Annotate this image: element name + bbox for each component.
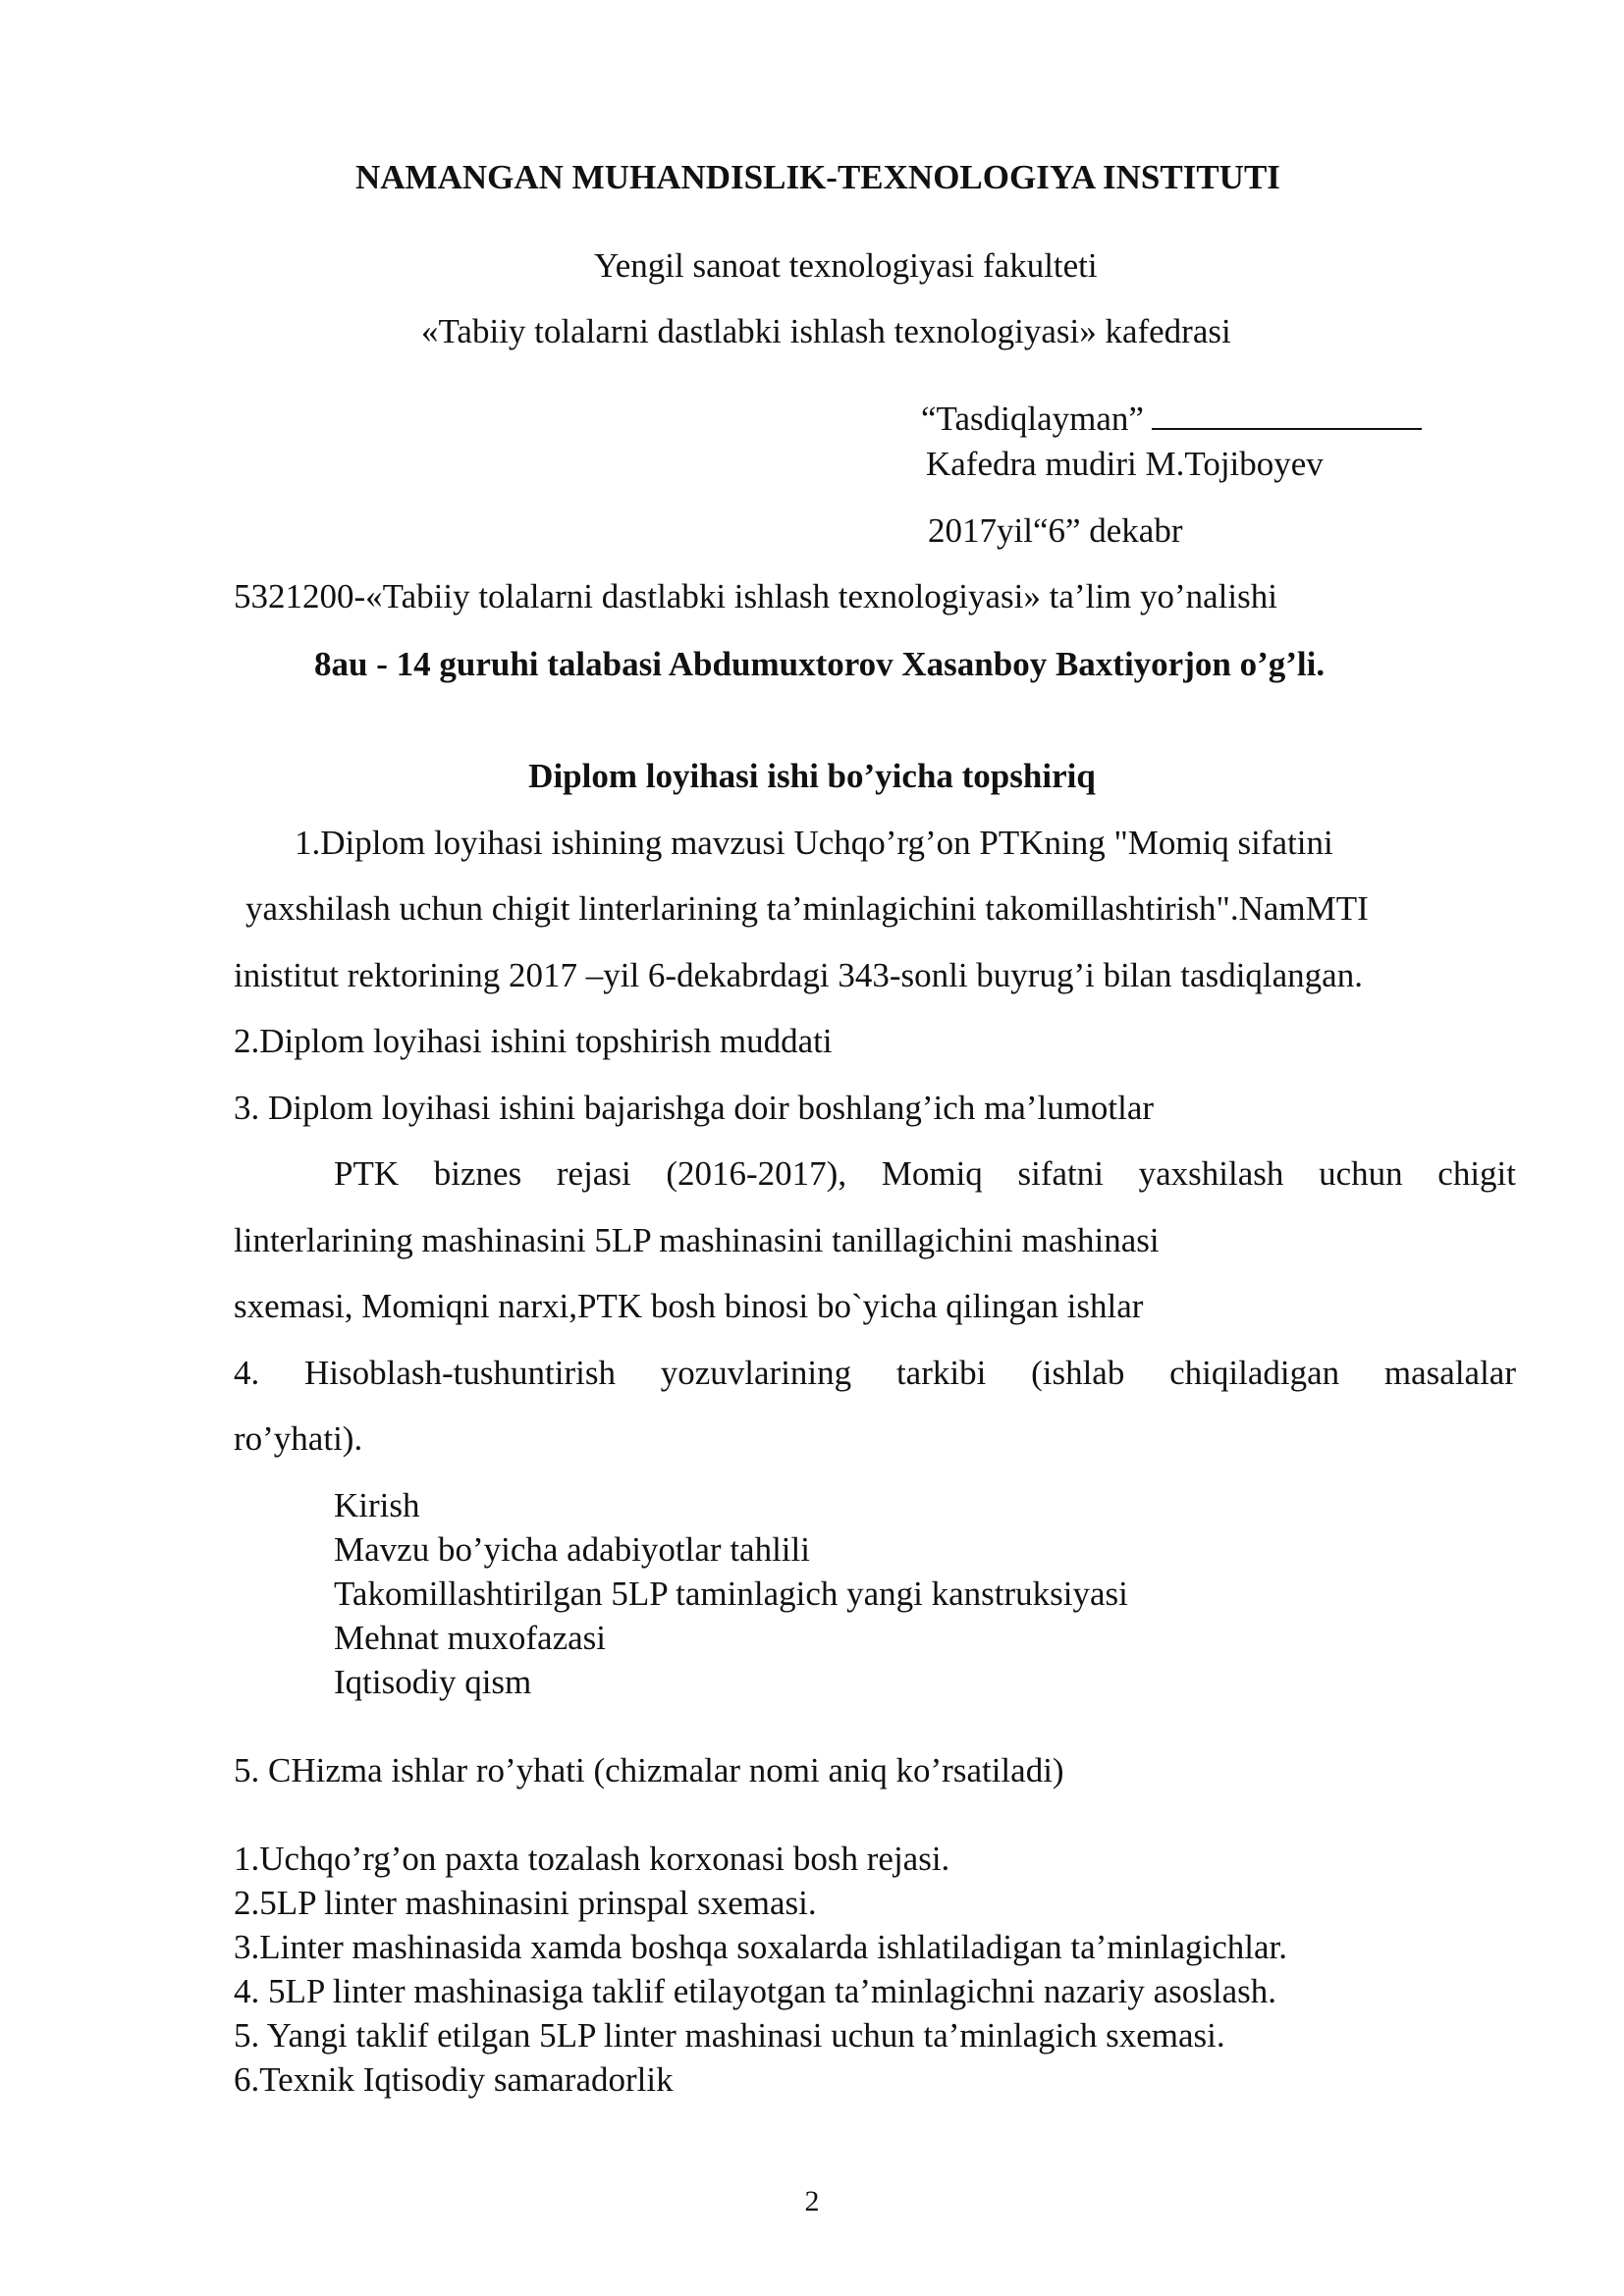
section-item: Takomillashtirilgan 5LP taminlagich yangi kanstruksiyasi — [334, 1575, 1128, 1613]
section-item: Mehnat muxofazasi — [334, 1619, 606, 1657]
signature-line — [1152, 399, 1422, 430]
item5-title: 5. CHizma ishlar ro’yhati (chizmalar nomi aniq ko’rsatiladi) — [234, 1751, 1064, 1789]
task-title: Diplom loyihasi ishi bo’yicha topshiriq — [528, 757, 1096, 795]
item3-line1: PTK biznes rejasi (2016-2017), Momiq sifatni yaxshilash uchun chigit — [334, 1154, 1516, 1193]
drawing-item: 4. 5LP linter mashinasiga taklif etilayotgan ta’minlagichni nazariy asoslash. — [234, 1972, 1277, 2010]
item1-line3: inistitut rektorining 2017 –yil 6-dekabrdagi 343-sonli buyrug’i bilan tasdiqlangan. — [234, 956, 1363, 994]
faculty-name: Yengil sanoat texnologiyasi fakulteti — [594, 246, 1098, 285]
drawing-item: 2.5LP linter mashinasini prinspal sxemasi. — [234, 1884, 817, 1922]
department-name: «Tabiiy tolalarni dastlabki ishlash texnologiyasi» kafedrasi — [421, 312, 1231, 350]
section-item: Kirish — [334, 1486, 420, 1524]
approval-label: “Tasdiqlayman” — [921, 400, 1144, 438]
page-number: 2 — [804, 2185, 820, 2217]
drawing-item: 1.Uchqo’rg’on paxta tozalash korxonasi bosh rejasi. — [234, 1840, 950, 1878]
drawing-item: 6.Texnik Iqtisodiy samaradorlik — [234, 2060, 674, 2099]
approval-line — [921, 399, 1422, 440]
item1-line1: 1.Diplom loyihasi ishining mavzusi Uchqo’rg’on PTKning "Momiq sifatini — [295, 824, 1333, 862]
department-head: Kafedra mudiri M.Tojiboyev — [926, 445, 1324, 483]
drawing-item: 3.Linter mashinasida xamda boshqa soxalarda ishlatiladigan ta’minlagichlar. — [234, 1928, 1288, 1966]
student-info: 8au - 14 guruhi talabasi Abdumuxtorov Xasanboy Baxtiyorjon o’g’li. — [314, 645, 1326, 683]
item2-deadline: 2.Diplom loyihasi ishini topshirish muddati — [234, 1022, 833, 1060]
item1-line2: yaxshilash uchun chigit linterlarining ta’minlagichini takomillashtirish".NamMTI — [245, 889, 1369, 928]
study-direction: 5321200-«Tabiiy tolalarni dastlabki ishlash texnologiyasi» ta’lim yo’nalishi — [234, 577, 1277, 615]
item3-line3: sxemasi, Momiqni narxi,PTK bosh binosi bo`yicha qilingan ishlar — [234, 1287, 1144, 1325]
section-item: Iqtisodiy qism — [334, 1663, 532, 1701]
item4-line2: ro’yhati). — [234, 1419, 363, 1458]
item3-line2: linterlarining mashinasini 5LP mashinasini tanillagichini mashinasi — [234, 1221, 1160, 1259]
institute-title: NAMANGAN MUHANDISLIK-TEXNOLOGIYA INSTITUTI — [355, 158, 1280, 196]
item4-line1: 4. Hisoblash-tushuntirish yozuvlarining tarkibi (ishlab chiqiladigan masalalar — [234, 1354, 1516, 1392]
drawing-item: 5. Yangi taklif etilgan 5LP linter mashinasi uchun ta’minlagich sxemasi. — [234, 2016, 1225, 2055]
section-item: Mavzu bo’yicha adabiyotlar tahlili — [334, 1530, 810, 1569]
approval-date: 2017yil“6” dekabr — [928, 511, 1183, 550]
item3-title: 3. Diplom loyihasi ishini bajarishga doir boshlang’ich ma’lumotlar — [234, 1089, 1155, 1127]
